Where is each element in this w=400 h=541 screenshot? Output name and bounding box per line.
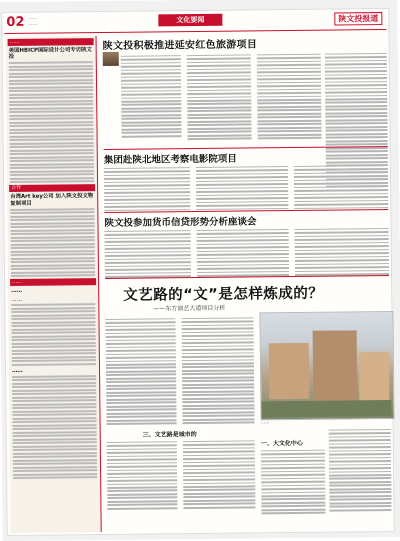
- sidebar-article-text: [9, 61, 94, 183]
- article-text-column: [197, 227, 290, 278]
- article-text-column: [196, 164, 288, 212]
- sidebar-article-text: [10, 208, 95, 277]
- sidebar-article-subtitle: ……: [11, 296, 23, 303]
- left-sidebar-column: [6, 36, 102, 533]
- headline-cinema-inspection: 集团赴陕北地区考察电影院项目: [103, 153, 237, 166]
- feature-text-column: [105, 316, 176, 426]
- header-meta-line-1: ……: [28, 15, 38, 21]
- headline-monetary-forum: 陕文投参加货币信贷形势分析座谈会: [104, 216, 257, 229]
- newspaper-page: [1, 8, 394, 536]
- article-text-column: [187, 52, 252, 141]
- sidebar-label: ……: [10, 278, 96, 286]
- sidebar-article-title: ……: [11, 367, 23, 374]
- feature-text-column: [329, 427, 392, 513]
- page-number: 02: [6, 14, 25, 30]
- sidebar-label: 合作: [9, 184, 95, 192]
- feature-headline: 文艺路的“文”是怎样炼成的？: [123, 285, 324, 304]
- brand-logo: 陕文投报道: [334, 12, 382, 26]
- sidebar-article-title: 台湾Art key公司 加入陕文投文物复制项目: [10, 193, 94, 207]
- article-text-column: [295, 226, 390, 277]
- article-text-column: [105, 228, 192, 279]
- feature-subhead: 一、大文化中心: [260, 439, 303, 448]
- article-text-column: [257, 52, 322, 141]
- sidebar-article-text: [11, 304, 96, 366]
- sidebar-article-title: 美国HBICP国际设计公司专访陕文投: [8, 47, 92, 61]
- section-title: 文化要闻: [158, 14, 222, 27]
- header-rule: [4, 29, 386, 34]
- page-header: [2, 9, 388, 35]
- photo-caption: ……: [260, 420, 270, 426]
- sidebar-article-title: ……: [11, 287, 23, 295]
- feature-text-column: [181, 315, 254, 425]
- sidebar-article-text: [12, 375, 97, 479]
- header-meta-line-2: ……: [28, 21, 38, 27]
- sidebar-label: ……: [8, 38, 94, 46]
- feature-photo-buildings: [259, 311, 394, 420]
- article-text-column: [104, 165, 190, 213]
- feature-text-column: [183, 438, 256, 510]
- reporter-photo: [103, 52, 119, 66]
- feature-text-column: [261, 448, 326, 517]
- feature-subtitle: ——东方演艺大道项目分析: [153, 304, 226, 313]
- article-text-column: [294, 163, 388, 211]
- article-text-column: [121, 53, 182, 139]
- feature-subhead: 三、文艺路是城市的: [142, 431, 197, 439]
- headline-yanan-red-tourism: 陕文投积极推进延安红色旅游项目: [102, 39, 258, 52]
- feature-text-column: [107, 439, 178, 511]
